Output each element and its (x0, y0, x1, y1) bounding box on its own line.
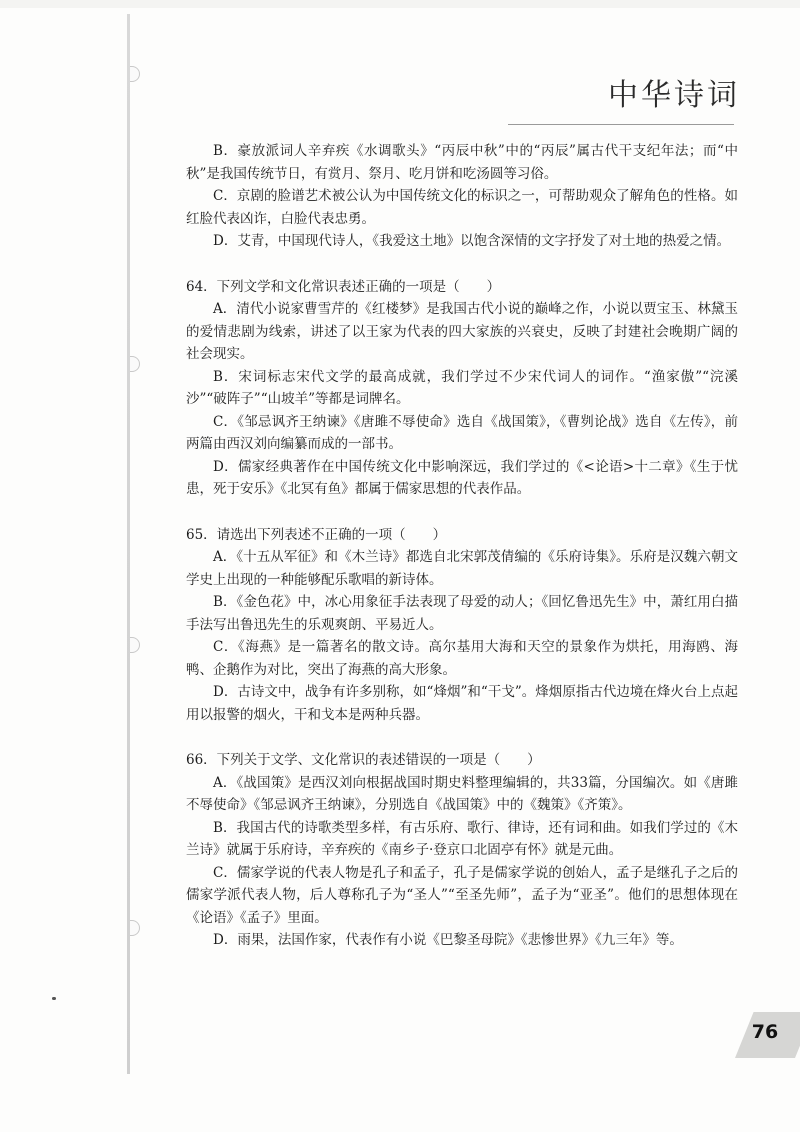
option-paragraph: A．清代小说家曹雪芹的《红楼梦》是我国古代小说的巅峰之作，小说以贾宝玉、林黛玉的爱情悲剧为线索，讲述了以王家为代表的四大家族的兴衰史，反映了封建社会晚期广阔的社会现实。 (186, 301, 738, 362)
section-title: 中华诗词 (608, 78, 740, 113)
option-paragraph: B．宋词标志宋代文学的最高成就，我们学过不少宋代词人的词作。“渔家傲”“浣溪沙”“破阵子”“山坡羊”等都是词牌名。 (186, 368, 738, 407)
option-paragraph: A．《十五从军征》和《木兰诗》都选自北宋郭茂倩编的《乐府诗集》。乐府是汉魏六朝文学史上出现的一种能够配乐歌唱的新诗体。 (186, 549, 738, 588)
option-paragraph: B．豪放派词人辛弃疾《水调歌头》“丙辰中秋”中的“丙辰”属古代干支纪年法；而“中秋”是我国传统节日，有赏月、祭月、吃月饼和吃汤圆等习俗。 (186, 143, 738, 182)
option-paragraph: D．古诗文中，战争有许多别称，如“烽烟”和“干戈”。烽烟原指古代边境在烽火台上点起用以报警的烟火，干和戈本是两种兵器。 (186, 684, 738, 723)
page-number-tab (735, 1012, 795, 1058)
option-paragraph: C．《邹忌讽齐王纳谏》《唐雎不辱使命》选自《战国策》，《曹刿论战》选自《左传》，前两篇由西汉刘向编纂而成的一部书。 (186, 413, 738, 452)
binder-hole (130, 637, 140, 653)
option-paragraph: D．艾青，中国现代诗人，《我爱这土地》以饱含深情的文字抒发了对土地的热爱之情。 (213, 233, 731, 249)
scan-top-edge (0, 0, 800, 8)
option-paragraph: D．雨果，法国作家，代表作有小说《巴黎圣母院》《悲惨世界》《九三年》等。 (213, 932, 683, 948)
option-paragraph: A．《战国策》是西汉刘向根据战国时期史料整理编辑的，共33篇，分国编次。如《唐雎不辱使命》《邹忌讽齐王纳谏》，分别选自《战国策》中的《魏策》《齐策》。 (186, 774, 738, 813)
page-number: 76 (751, 1021, 779, 1043)
binder-hole (130, 356, 140, 372)
question-66 (186, 749, 738, 952)
question-stem: 64．下列文学和文化常识表述正确的一项是（ ） (186, 278, 501, 295)
option-paragraph: B．我国古代的诗歌类型多样，有古乐府、歌行、律诗，还有词和曲。如我们学过的《木兰诗》就属于乐府诗，辛弃疾的《南乡子·登京口北固亭有怀》就是元曲。 (186, 819, 738, 858)
option-paragraph: C．京剧的脸谱艺术被公认为中国传统文化的标识之一，可帮助观众了解角色的性格。如红脸代表凶诈，白脸代表忠勇。 (186, 188, 738, 227)
question-65 (186, 524, 738, 727)
option-paragraph: B．《金色花》中，冰心用象征手法表现了母爱的动人；《回忆鲁迅先生》中，萧红用白描手法写出鲁迅先生的乐观爽朗、平易近人。 (186, 594, 738, 633)
header-rule (508, 124, 734, 125)
option-paragraph: C．儒家学说的代表人物是孔子和孟子，孔子是儒家学说的创始人，孟子是继孔子之后的儒家学派代表人物，后人尊称孔子为“圣人”“至圣先师”，孟子为“亚圣”。他们的思想体现在《论语》《孟子》里面。 (186, 864, 738, 926)
binder-hole (130, 920, 140, 936)
option-paragraph: D．儒家经典著作在中国传统文化中影响深远，我们学过的《<论语>十二章》《生于忧患，死于安乐》《北冥有鱼》都属于儒家思想的代表作品。 (186, 458, 738, 497)
binder-hole (130, 66, 140, 82)
question-64 (186, 276, 738, 501)
scan-speck (52, 997, 56, 1000)
continued-question-options (186, 140, 738, 253)
page-content (186, 140, 738, 952)
question-stem: 65．请选出下列表述不正确的一项（ ） (186, 526, 447, 543)
option-paragraph: C．《海燕》是一篇著名的散文诗。高尔基用大海和天空的景象作为烘托，用海鸥、海鸭、企鹅作为对比，突出了海燕的高大形象。 (186, 639, 738, 678)
binding-margin-line (127, 14, 130, 1074)
question-stem: 66．下列关于文学、文化常识的表述错误的一项是（ ） (186, 752, 541, 768)
